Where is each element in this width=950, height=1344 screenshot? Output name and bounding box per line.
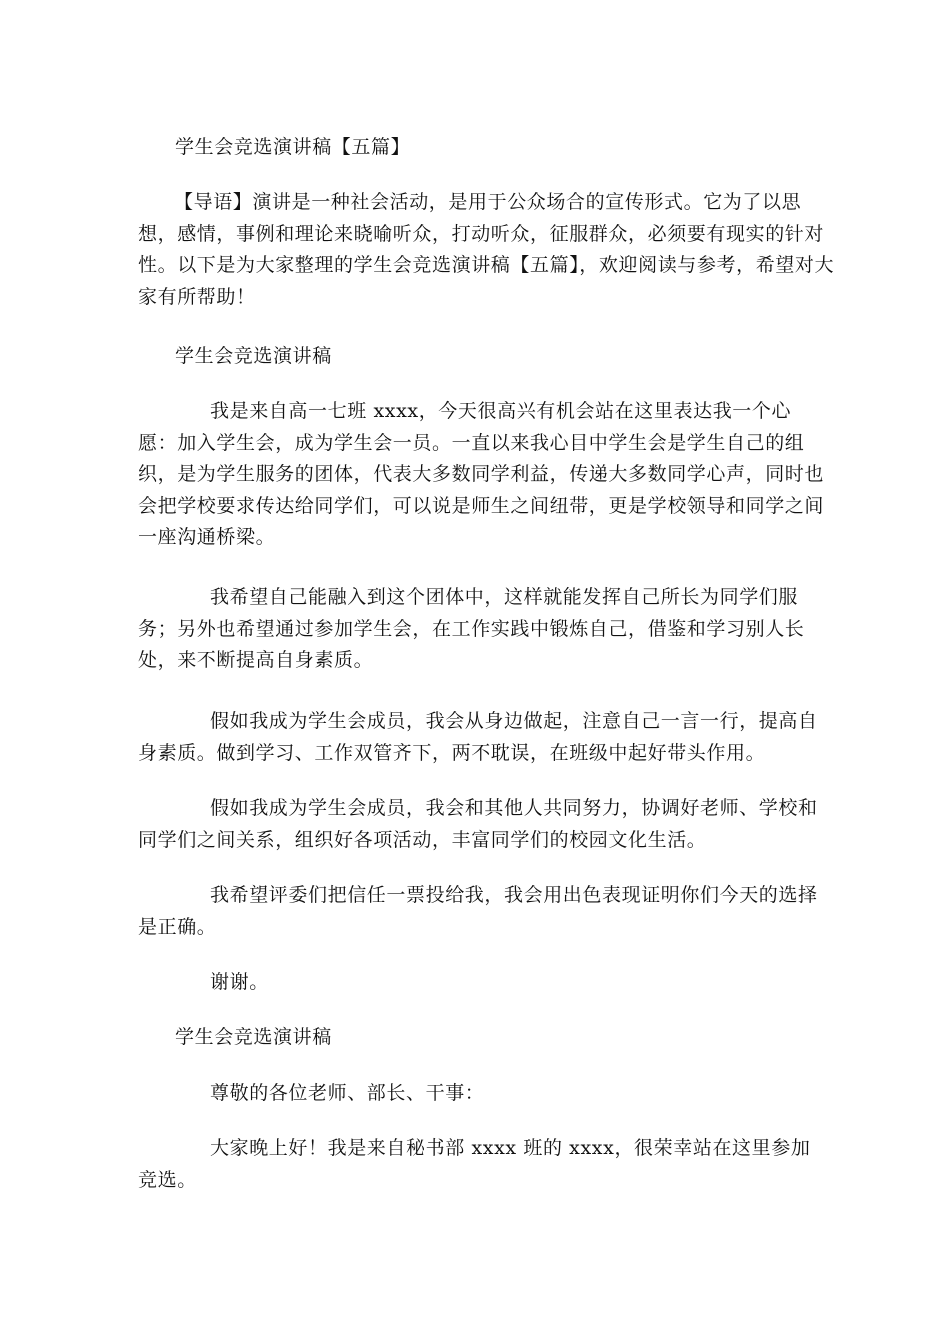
salutation: 尊敬的各位老师、部长、干事： [210,1082,485,1104]
body-paragraph: 我希望评委们把信任一票投给我，我会用出色表现证明你们今天的选择是正确。 [138,884,818,938]
body-paragraph: 我是来自高一七班 xxxx，今天很高兴有机会站在这里表达我一个心愿：加入学生会，成为学生会一员。一直以来我心目中学生会是学生自己的组织，是为学生服务的团体，代表大多数同学利益，传递大多数同学心声，同时也会把学校要求传达给同学们，可以说是师生之间纽带，更是学校领导和同学之间一座沟通桥梁。 [138,400,825,548]
body-paragraph: 假如我成为学生会成员，我会和其他人共同努力，协调好老师、学校和同学们之间关系，组织好各项活动，丰富同学们的校园文化生活。 [138,797,818,851]
body-paragraph: 大家晚上好！我是来自秘书部 xxxx 班的 xxxx，很荣幸站在这里参加竞选。 [138,1137,811,1191]
section-heading: 学生会竞选演讲稿 [175,345,332,367]
document-title: 学生会竞选演讲稿【五篇】 [175,136,411,158]
intro-paragraph: 【导语】演讲是一种社会活动，是用于公众场合的宣传形式。它为了以思想，感情，事例和理论来晓喻听众，打动听众，征服群众，必须要有现实的针对性。以下是为大家整理的学生会竞选演讲稿【五篇】，欢迎阅读与参考，希望对大家有所帮助！ [138,191,835,308]
closing-thanks: 谢谢。 [210,971,269,993]
section-heading: 学生会竞选演讲稿 [175,1026,332,1048]
body-paragraph: 我希望自己能融入到这个团体中，这样就能发挥自己所长为同学们服务；另外也希望通过参加学生会，在工作实践中锻炼自己，借鉴和学习别人长处，来不断提高自身素质。 [138,586,805,671]
body-paragraph: 假如我成为学生会成员，我会从身边做起，注意自己一言一行，提高自身素质。做到学习、工作双管齐下，两不耽误，在班级中起好带头作用。 [138,710,818,764]
